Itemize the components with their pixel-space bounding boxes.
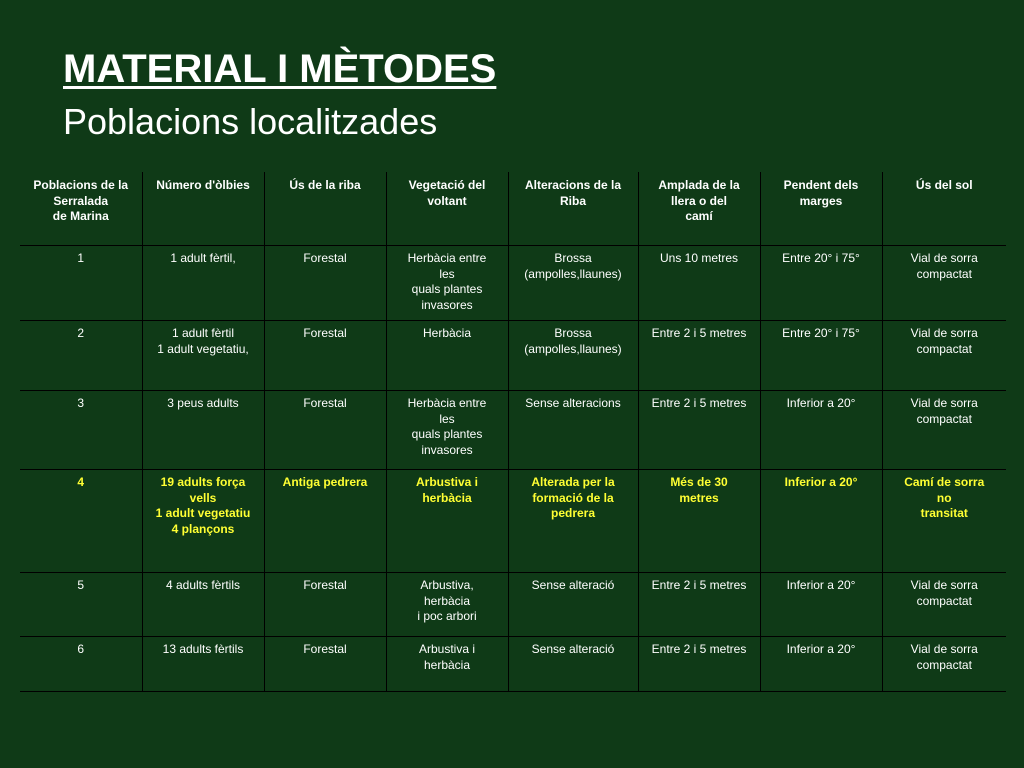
cell-us-riba: Antiga pedrera <box>264 470 386 573</box>
table-row <box>20 246 1006 321</box>
table-header-row <box>20 172 1006 246</box>
table-row-highlighted <box>20 470 1006 573</box>
cell-pendent: Inferior a 20° <box>760 470 882 573</box>
cell-us-riba: Forestal <box>264 246 386 321</box>
cell-amplada: Entre 2 i 5 metres <box>638 573 760 637</box>
cell-amplada: Més de 30 metres <box>638 470 760 573</box>
header-us-sol: Ús del sol <box>882 172 1006 246</box>
population-number: 6 <box>20 637 142 692</box>
cell-numero-olbies: 3 peus adults <box>142 391 264 470</box>
cell-us-riba: Forestal <box>264 637 386 692</box>
table-row <box>20 637 1006 692</box>
cell-numero-olbies: 1 adult fèrtil, <box>142 246 264 321</box>
cell-pendent: Entre 20° i 75° <box>760 321 882 391</box>
cell-numero-olbies: 13 adults fèrtils <box>142 637 264 692</box>
cell-amplada: Entre 2 i 5 metres <box>638 637 760 692</box>
population-number: 4 <box>20 470 142 573</box>
table-row <box>20 573 1006 637</box>
slide-title: MATERIAL I MÈTODES <box>63 47 497 91</box>
cell-pendent: Inferior a 20° <box>760 573 882 637</box>
cell-amplada: Entre 2 i 5 metres <box>638 391 760 470</box>
cell-alteracions: Sense alteració <box>508 637 638 692</box>
cell-us-sol: Vial de sorra compactat <box>882 321 1006 391</box>
cell-numero-olbies: 1 adult fèrtil 1 adult vegetatiu, <box>142 321 264 391</box>
header-vegetacio: Vegetació del voltant <box>386 172 508 246</box>
table-row <box>20 321 1006 391</box>
cell-vegetacio: Arbustiva i herbàcia <box>386 637 508 692</box>
population-number: 1 <box>20 246 142 321</box>
cell-pendent: Inferior a 20° <box>760 391 882 470</box>
cell-alteracions: Alterada per la formació de la pedrera <box>508 470 638 573</box>
cell-amplada: Entre 2 i 5 metres <box>638 321 760 391</box>
header-alteracions: Alteracions de la Riba <box>508 172 638 246</box>
header-amplada: Amplada de la llera o del camí <box>638 172 760 246</box>
population-number: 3 <box>20 391 142 470</box>
population-number: 2 <box>20 321 142 391</box>
cell-vegetacio: Herbàcia entre les quals plantes invasores <box>386 391 508 470</box>
cell-vegetacio: Arbustiva i herbàcia <box>386 470 508 573</box>
header-pendent: Pendent dels marges <box>760 172 882 246</box>
cell-vegetacio: Herbàcia entre les quals plantes invasores <box>386 246 508 321</box>
cell-us-sol: Camí de sorra no transitat <box>882 470 1006 573</box>
cell-us-riba: Forestal <box>264 321 386 391</box>
cell-amplada: Uns 10 metres <box>638 246 760 321</box>
cell-us-sol: Vial de sorra compactat <box>882 573 1006 637</box>
slide-subtitle: Poblacions localitzades <box>63 101 438 142</box>
cell-pendent: Entre 20° i 75° <box>760 246 882 321</box>
cell-alteracions: Sense alteracions <box>508 391 638 470</box>
cell-us-riba: Forestal <box>264 573 386 637</box>
cell-alteracions: Brossa (ampolles,llaunes) <box>508 246 638 321</box>
cell-us-sol: Vial de sorra compactat <box>882 637 1006 692</box>
cell-numero-olbies: 4 adults fèrtils <box>142 573 264 637</box>
header-numero-olbies: Número d'òlbies <box>142 172 264 246</box>
cell-us-riba: Forestal <box>264 391 386 470</box>
population-number: 5 <box>20 573 142 637</box>
populations-table <box>20 172 1006 692</box>
cell-vegetacio: Herbàcia <box>386 321 508 391</box>
cell-us-sol: Vial de sorra compactat <box>882 246 1006 321</box>
cell-numero-olbies: 19 adults força vells 1 adult vegetatiu 4 plançons <box>142 470 264 573</box>
table-row <box>20 391 1006 470</box>
cell-pendent: Inferior a 20° <box>760 637 882 692</box>
header-poblacions: Poblacions de la Serralada de Marina <box>20 172 142 246</box>
cell-us-sol: Vial de sorra compactat <box>882 391 1006 470</box>
cell-vegetacio: Arbustiva, herbàcia i poc arbori <box>386 573 508 637</box>
cell-alteracions: Brossa (ampolles,llaunes) <box>508 321 638 391</box>
cell-alteracions: Sense alteració <box>508 573 638 637</box>
header-us-riba: Ús de la riba <box>264 172 386 246</box>
